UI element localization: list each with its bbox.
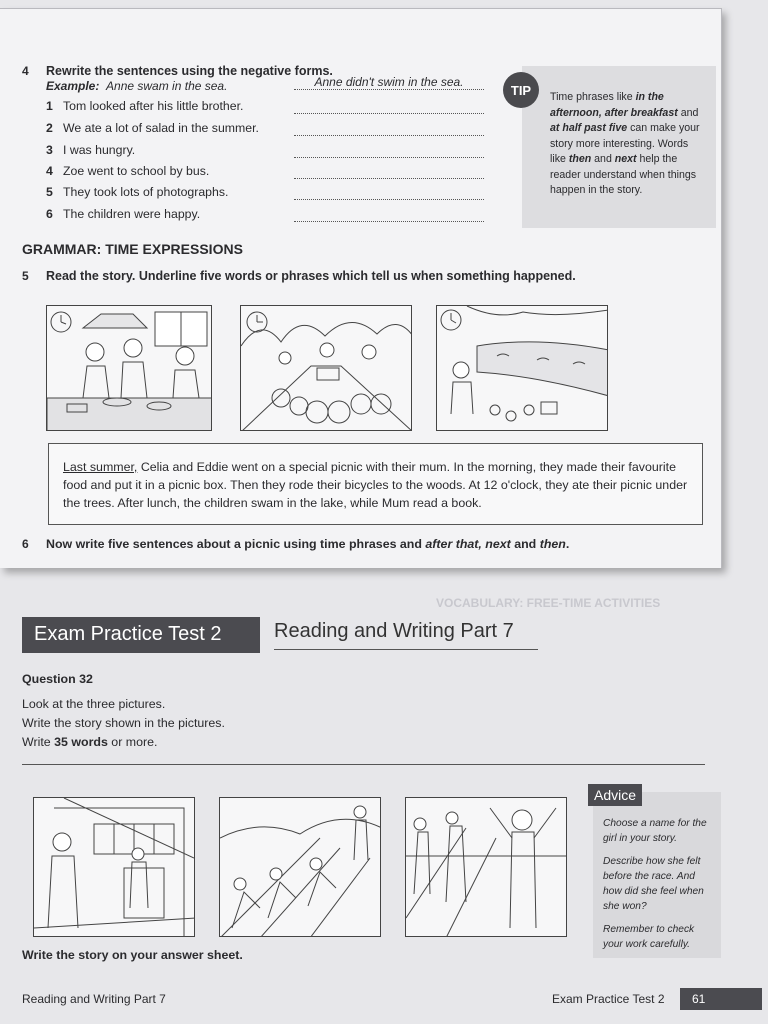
exercise-6-emphasis: then — [539, 537, 566, 551]
sentence-text: Tom looked after his little brother. — [63, 99, 244, 113]
answer-sheet-instruction: Write the story on your answer sheet. — [22, 948, 243, 962]
race-start-illustration — [220, 798, 381, 937]
section-title: Reading and Writing Part 7 — [274, 620, 538, 650]
footer-section-name: Reading and Writing Part 7 — [22, 992, 166, 1006]
exercise-5-number: 5 — [22, 269, 29, 283]
advice-point-3: Remember to check your work carefully. — [603, 924, 695, 950]
exercise-4-title: Rewrite the sentences using the negative forms. — [46, 64, 333, 78]
exam-practice-badge: Exam Practice Test 2 — [22, 617, 260, 653]
tip-text: and — [677, 106, 699, 119]
house-illustration — [34, 798, 195, 937]
tip-text: can make your story more interesting. Words like — [550, 122, 700, 165]
example-answer: Anne didn't swim in the sea. — [294, 75, 484, 90]
sentence-3 — [46, 143, 135, 157]
tip-box — [522, 66, 716, 228]
exam-picture-race-start — [219, 797, 381, 937]
instruction-text: or more. — [107, 735, 158, 749]
example-text: Anne swam in the sea. — [106, 79, 228, 93]
instruction-1: Look at the three pictures. — [22, 697, 166, 711]
answer-line-3[interactable] — [294, 157, 484, 158]
picture-bicycles — [240, 305, 412, 431]
tip-emphasis: then — [568, 153, 592, 165]
tip-emphasis: at half past five — [550, 122, 628, 134]
sentence-text: I was hungry. — [63, 143, 136, 157]
tip-text: Time phrases like — [550, 91, 636, 103]
sentence-text: Zoe went to school by bus. — [63, 164, 210, 178]
question-number: Question 32 — [22, 672, 93, 686]
lake-picnic-illustration — [437, 306, 608, 431]
kitchen-illustration — [47, 306, 212, 431]
sentence-4 — [46, 164, 209, 178]
instruction-2: Write the story shown in the pictures. — [22, 716, 225, 730]
example-sentence — [46, 79, 227, 93]
exam-picture-race-finish — [405, 797, 567, 937]
exercise-6-text: Now write five sentences about a picnic using time phrases and — [46, 537, 426, 551]
sentence-text: We ate a lot of salad in the summer. — [63, 121, 259, 135]
exercise-6-emphasis: after that, next — [425, 537, 511, 551]
race-finish-illustration — [406, 798, 567, 937]
example-label: Example: — [46, 79, 100, 93]
tip-badge: TIP — [503, 72, 539, 108]
bicycles-illustration — [241, 306, 412, 431]
answer-line-4[interactable] — [294, 178, 484, 179]
sentence-2 — [46, 121, 259, 135]
answer-line-6[interactable] — [294, 221, 484, 222]
sentence-number: 4 — [46, 164, 53, 178]
page-number: 61 — [680, 988, 762, 1010]
sentence-6 — [46, 207, 200, 221]
picture-kitchen — [46, 305, 212, 431]
exercise-4-number: 4 — [22, 64, 29, 78]
sentence-5 — [46, 185, 228, 199]
exercise-6-text: . — [565, 537, 570, 551]
sentence-1 — [46, 99, 243, 113]
sentence-text: They took lots of photographs. — [63, 185, 229, 199]
tip-emphasis: next — [614, 153, 637, 165]
advice-box — [593, 792, 721, 958]
instruction-text: Write — [22, 735, 55, 749]
grammar-heading: GRAMMAR: TIME EXPRESSIONS — [22, 241, 243, 257]
tip-emphasis: in the afternoon, after breakfast — [550, 91, 678, 119]
advice-point-1: Choose a name for the girl in your story. — [603, 818, 707, 844]
exercise-5-title: Read the story. Underline five words or phrases which tell us when something happened. — [46, 269, 576, 283]
tip-text: help the reader understand when things happen in the story. — [550, 153, 697, 196]
advice-point-2: Describe how she felt before the race. And how did she feel when she won? — [603, 856, 704, 912]
story-text: Celia and Eddie went on a special picnic with their mum. In the morning, they made their favourite food and put it in a picnic box. Then they rode their bicycles to the woods. At 12 o'clock, they ate their picnic under the trees. After lunch, the children swam in the lake, while Mum read a book. — [63, 460, 688, 510]
word-count: 35 words — [54, 735, 108, 749]
answer-line-1[interactable] — [294, 113, 484, 114]
tip-text: and — [591, 153, 615, 165]
sentence-number: 2 — [46, 121, 53, 135]
footer-test-name: Exam Practice Test 2 — [552, 992, 665, 1006]
sentence-number: 3 — [46, 143, 53, 157]
sentence-text: The children were happy. — [63, 207, 201, 221]
advice-label: Advice — [588, 784, 642, 806]
sentence-number: 6 — [46, 207, 53, 221]
exercise-6-number: 6 — [22, 537, 29, 551]
exercise-6-text: and — [510, 537, 540, 551]
exercise-card — [0, 8, 722, 568]
picture-lake-picnic — [436, 305, 608, 431]
story-underlined-phrase: Last summer, — [63, 460, 138, 474]
exercise-6-title — [46, 537, 569, 551]
answer-line-5[interactable] — [294, 199, 484, 200]
story-text-box — [48, 443, 703, 525]
instruction-3 — [22, 735, 157, 749]
divider — [22, 764, 705, 765]
sentence-number: 1 — [46, 99, 53, 113]
answer-line-2[interactable] — [294, 135, 484, 136]
bleed-through-text: VOCABULARY: FREE-TIME ACTIVITIES — [436, 596, 661, 610]
sentence-number: 5 — [46, 185, 53, 199]
exam-picture-house — [33, 797, 195, 937]
